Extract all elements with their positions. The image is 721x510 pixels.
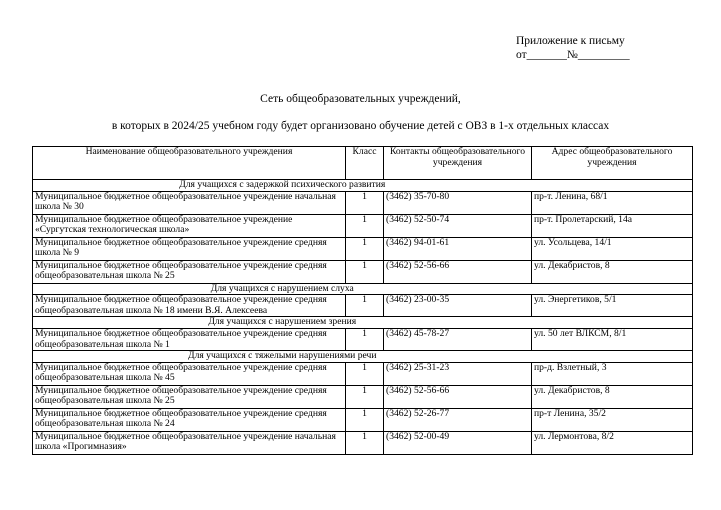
table-row	[33, 295, 693, 317]
group-title: Для учащихся с тяжелыми нарушениями речи	[33, 351, 532, 363]
appendix-number-line: от_______№_________	[516, 49, 630, 61]
document-subtitle: в которых в 2024/25 учебном году будет организовано обучение детей с ОВЗ в 1-х отдельных классах	[111, 120, 610, 132]
table-row	[33, 237, 693, 260]
school-name: Муниципальное бюджетное общеобразовательное учреждение «Сургутская технологическая школа»	[33, 214, 346, 237]
table-header-row	[33, 147, 693, 180]
school-class: 1	[346, 431, 384, 454]
group-filler	[532, 283, 693, 295]
group-title: Для учащихся с нарушением слуха	[33, 283, 532, 295]
school-address: ул. Усольцева, 14/1	[532, 237, 693, 260]
school-contact: (3462) 52-26-77	[384, 408, 532, 431]
table-row	[33, 408, 693, 431]
table-row	[33, 191, 693, 214]
document-title: Сеть общеобразовательных учреждений,	[260, 93, 461, 105]
schools-table	[32, 146, 693, 455]
table-row	[33, 328, 693, 350]
header-name: Наименование общеобразовательного учреждения	[33, 147, 346, 180]
school-name: Муниципальное бюджетное общеобразовательное учреждение средняя общеобразовательная школа № 25	[33, 260, 346, 283]
group-title: Для учащихся с нарушением зрения	[33, 317, 532, 329]
school-address: ул. Лермонтова, 8/2	[532, 431, 693, 454]
school-address: ул. 50 лет ВЛКСМ, 8/1	[532, 328, 693, 350]
table-row	[33, 260, 693, 283]
school-class: 1	[346, 385, 384, 408]
group-row	[33, 317, 693, 329]
appendix-title: Приложение к письму	[516, 35, 625, 47]
school-class: 1	[346, 362, 384, 385]
school-name: Муниципальное бюджетное общеобразовательное учреждение начальная школа «Прогимназия»	[33, 431, 346, 454]
header-contacts: Контакты общеобразовательного учреждения	[384, 147, 532, 180]
group-title: Для учащихся с задержкой психического развития	[33, 180, 532, 192]
school-class: 1	[346, 260, 384, 283]
table-row	[33, 362, 693, 385]
school-contact: (3462) 35-70-80	[384, 191, 532, 214]
school-name: Муниципальное бюджетное общеобразовательное учреждение средняя школа № 9	[33, 237, 346, 260]
group-filler	[532, 351, 693, 363]
school-name: Муниципальное бюджетное общеобразовательное учреждение средняя общеобразовательная школа № 45	[33, 362, 346, 385]
school-address: ул. Декабристов, 8	[532, 385, 693, 408]
table-row	[33, 214, 693, 237]
school-class: 1	[346, 295, 384, 317]
school-contact: (3462) 52-56-66	[384, 260, 532, 283]
school-name: Муниципальное бюджетное общеобразовательное учреждение начальная школа № 30	[33, 191, 346, 214]
table-row	[33, 431, 693, 454]
school-contact: (3462) 23-00-35	[384, 295, 532, 317]
school-class: 1	[346, 408, 384, 431]
header-class: Класс	[346, 147, 384, 180]
school-name: Муниципальное бюджетное общеобразовательное учреждение средняя общеобразовательная школа № 24	[33, 408, 346, 431]
group-row	[33, 283, 693, 295]
school-address: пр-т. Ленина, 68/1	[532, 191, 693, 214]
school-address: пр-т. Пролетарский, 14а	[532, 214, 693, 237]
school-name: Муниципальное бюджетное общеобразовательное учреждение средняя общеобразовательная школа № 18 имени В.Я. Алексеева	[33, 295, 346, 317]
school-contact: (3462) 52-00-49	[384, 431, 532, 454]
school-address: пр-д. Взлетный, 3	[532, 362, 693, 385]
school-name: Муниципальное бюджетное общеобразовательное учреждение средняя общеобразовательная школа № 1	[33, 328, 346, 350]
school-name: Муниципальное бюджетное общеобразовательное учреждение средняя общеобразовательная школа № 25	[33, 385, 346, 408]
school-address: ул. Декабристов, 8	[532, 260, 693, 283]
school-class: 1	[346, 214, 384, 237]
school-contact: (3462) 52-50-74	[384, 214, 532, 237]
school-contact: (3462) 45-78-27	[384, 328, 532, 350]
group-row	[33, 351, 693, 363]
school-contact: (3462) 25-31-23	[384, 362, 532, 385]
group-filler	[532, 317, 693, 329]
group-filler	[532, 180, 693, 192]
school-contact: (3462) 94-01-61	[384, 237, 532, 260]
school-class: 1	[346, 237, 384, 260]
table-row	[33, 385, 693, 408]
school-address: пр-т Ленина, 35/2	[532, 408, 693, 431]
header-address: Адрес общеобразовательного учреждения	[532, 147, 693, 180]
school-class: 1	[346, 328, 384, 350]
school-address: ул. Энергетиков, 5/1	[532, 295, 693, 317]
group-row	[33, 180, 693, 192]
school-class: 1	[346, 191, 384, 214]
appendix-note	[516, 34, 630, 62]
school-contact: (3462) 52-56-66	[384, 385, 532, 408]
